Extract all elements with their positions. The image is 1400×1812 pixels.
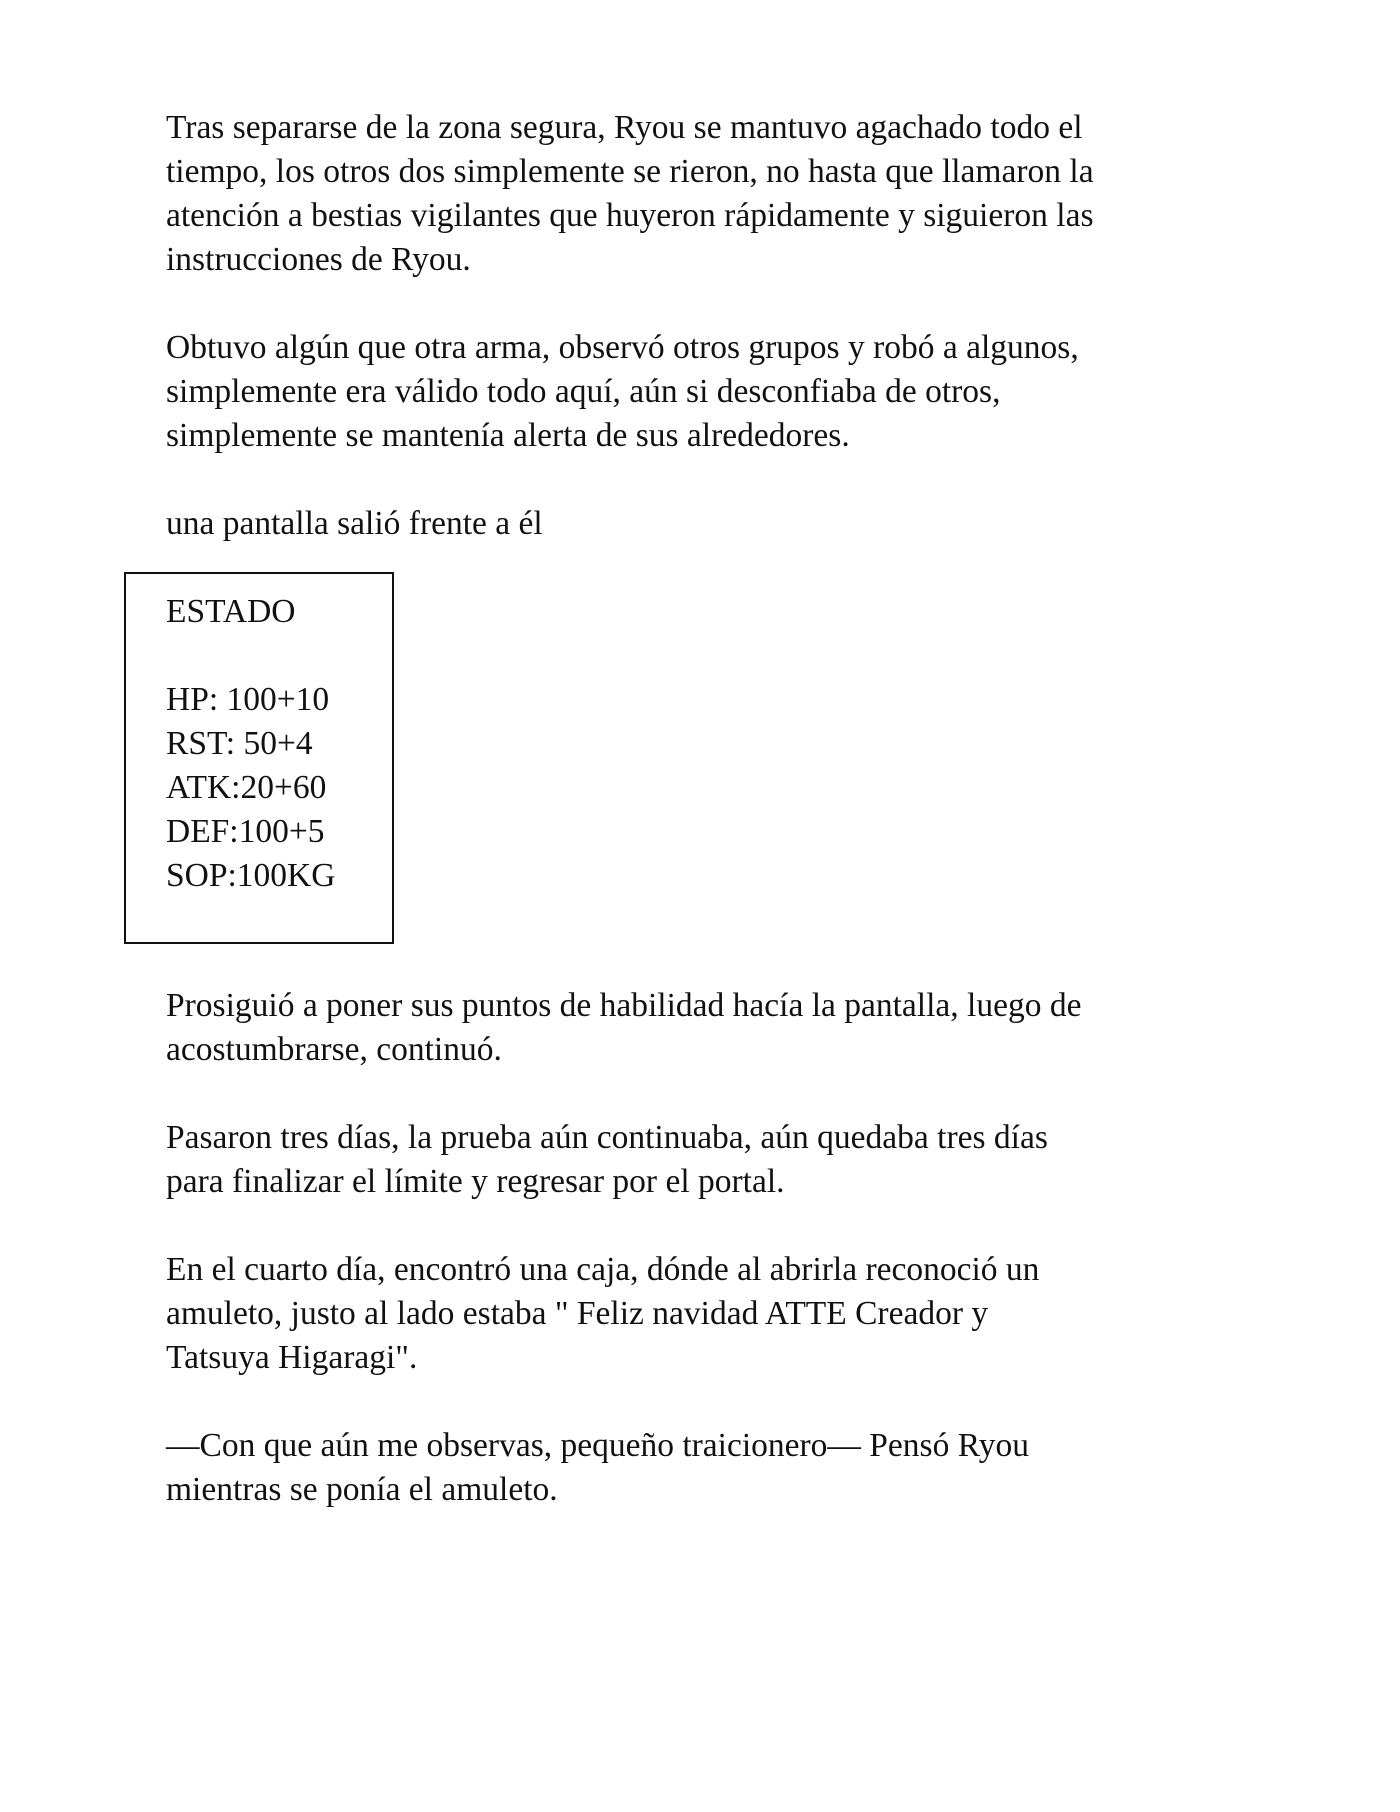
paragraph-weapons: Obtuvo algún que otra arma, observó otros grupos y robó a algunos, simplemente era válido todo aquí, aún si desconfiaba de otros, simplemente se mantenía alerta de sus alrededores. <box>166 329 1079 454</box>
paragraph-screen-appears: una pantalla salió frente a él <box>166 505 543 542</box>
paragraph-skill-points: Prosiguió a poner sus puntos de habilidad hacía la pantalla, luego de acostumbrarse, continuó. <box>166 987 1082 1068</box>
status-window <box>124 572 394 944</box>
status-title: ESTADO <box>166 593 296 630</box>
stat-def: DEF:100+5 <box>166 813 325 850</box>
paragraph-amulet-box: En el cuarto día, encontró una caja, dónde al abrirla reconoció un amuleto, justo al lado estaba " Feliz navidad ATTE Creador y Tatsuya Higaragi". <box>166 1251 1040 1376</box>
stat-rst: RST: 50+4 <box>166 725 313 762</box>
stat-sop: SOP:100KG <box>166 857 336 894</box>
paragraph-three-days: Pasaron tres días, la prueba aún continuaba, aún quedaba tres días para finalizar el límite y regresar por el portal. <box>166 1119 1048 1200</box>
stat-list <box>166 678 335 898</box>
paragraph-separation: Tras separarse de la zona segura, Ryou se mantuvo agachado todo el tiempo, los otros dos simplemente se rieron, no hasta que llamaron la atención a bestias vigilantes que huyeron rápidamente y siguieron las instrucciones de Ryou. <box>166 109 1094 278</box>
paragraph-ryou-thought: —Con que aún me observas, pequeño traicionero— Pensó Ryou mientras se ponía el amuleto. <box>166 1427 1029 1508</box>
stat-hp: HP: 100+10 <box>166 681 330 718</box>
stat-atk: ATK:20+60 <box>166 769 327 806</box>
